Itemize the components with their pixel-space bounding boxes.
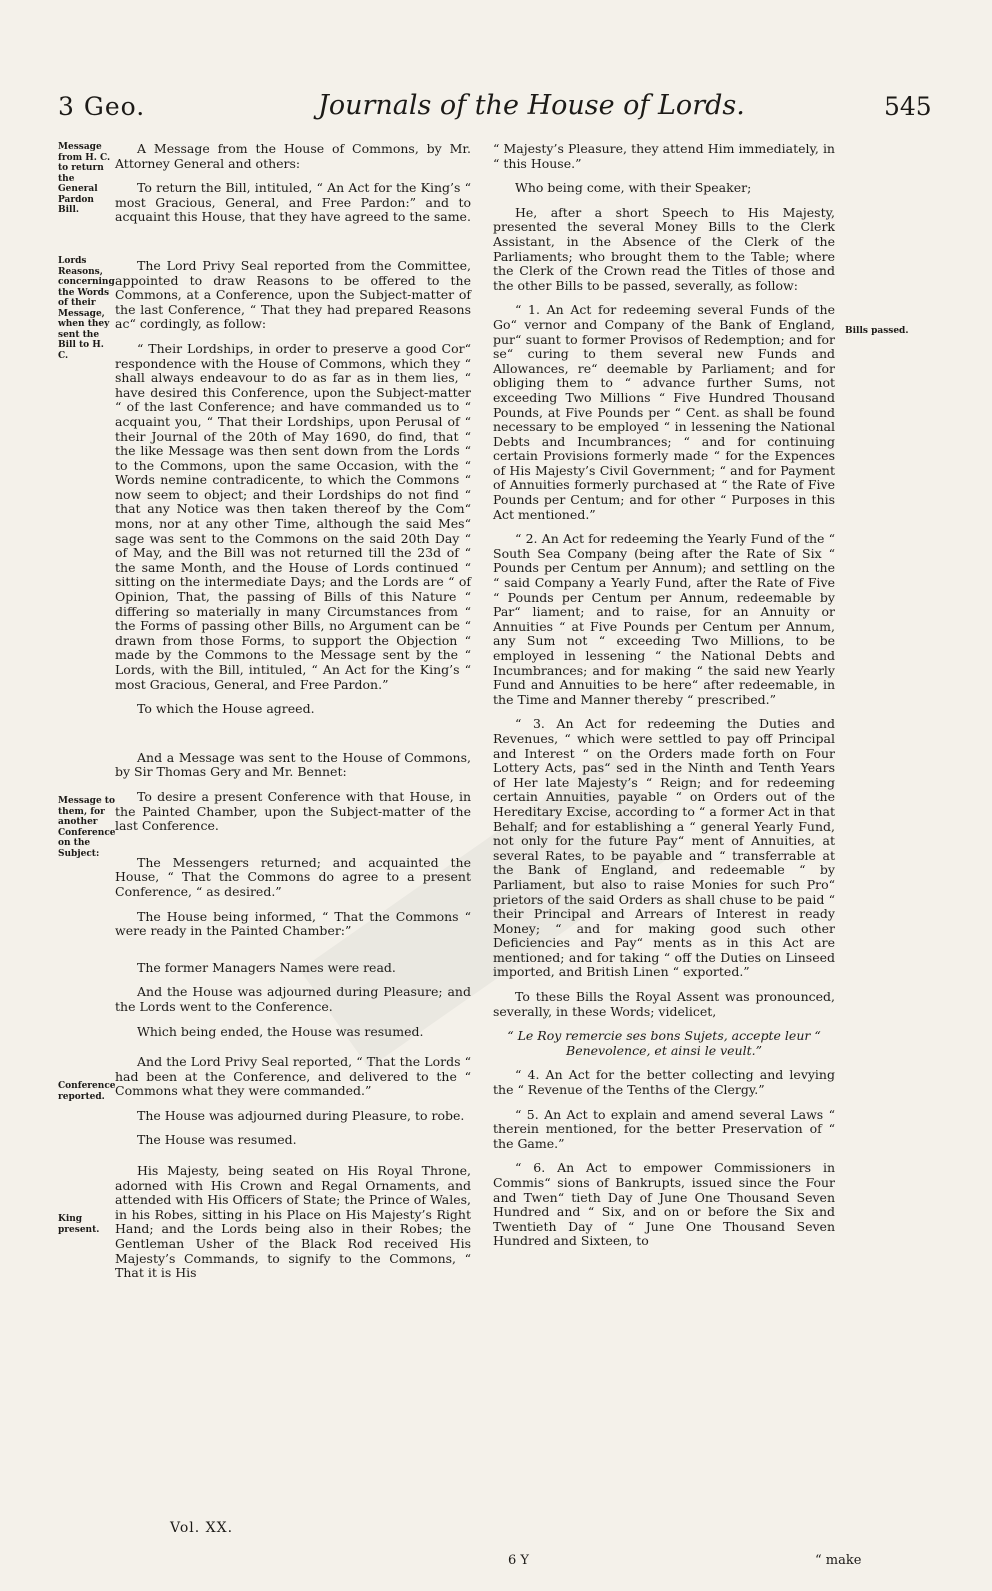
- margin-note: King present.: [58, 1214, 100, 1235]
- paragraph: To return the Bill, intituled, “ An Act for the King’s “ most Gracious, General, and Free Pardon:” and to acquaint this House, that they have agreed to the same.: [115, 180, 471, 225]
- page-number: 545: [884, 92, 932, 121]
- paragraph: And a Message was sent to the House of Commons, by Sir Thomas Gery and Mr. Bennet:: [115, 749, 471, 780]
- bill-entry: “ 2. An Act for redeeming the Yearly Fund of the “ South Sea Company (being after the Rate of Six “ Pounds per Centum per Annum); and settling on the “ said Company a Yearly Fund, after the Rate of Five “ Pounds per Centum per Annum, redeemable by Par“ liament; and to raise, for an Annuity or Annuities “ at Five Pounds per Centum per Annum, any Sum not “ exceeding Two Millions, to be employed in lessening “ the National Debts and Incumbrances; and for making “ the said new Yearly Fund and Annuities to be here“ after redeemable, in the Time and Manner thereby “ prescribed.”: [493, 531, 835, 707]
- margin-note: Message from H. C. to return the General Pardon Bill.: [58, 142, 111, 215]
- paragraph: The Messengers returned; and acquainted the House, “ That the Commons do agree to a present Conference, “ as desired.”: [115, 854, 471, 899]
- paragraph: The House being informed, “ That the Commons “ were ready in the Painted Chamber:”: [115, 908, 471, 939]
- paragraph: To desire a present Conference with that House, in the Painted Chamber, upon the Subject-matter of the last Conference.: [115, 788, 471, 834]
- header-regnal-year: 3 Geo.: [58, 92, 146, 121]
- right-column: [493, 142, 835, 1259]
- royal-assent-formula: “ Le Roy remercie ses bons Sujets, accepte leur “ Benevolence, et ainsi le veult.”: [507, 1028, 821, 1058]
- bill-entry: “ 6. An Act to empower Commissioners in Commis“ sions of Bankrupts, issued since the Four and Twen“ tieth Day of June One Thousand Seven Hundred and “ Six, and on or before the Six and Twentieth Day of “ June One Thousand Seven Hundred and Sixteen, to: [493, 1160, 835, 1249]
- bill-entry: “ 5. An Act to explain and amend several Laws “ therein mentioned, for the better Preservation of “ the Game.”: [493, 1106, 835, 1151]
- bill-entry: “ 4. An Act for the better collecting and levying the “ Revenue of the Tenths of the Clergy.”: [493, 1067, 835, 1098]
- margin-note: Conference reported.: [58, 1081, 116, 1102]
- bill-entry: “ 3. An Act for redeeming the Duties and Revenues, “ which were settled to pay off Principal and Interest “ on the Orders made forth on Four Lottery Acts, pas“ sed in the Ninth and Tenth Years of Her late Majesty’s “ Reign; and for redeeming certain Annuities, payable “ on Orders out of the Hereditary Excise, according to “ a former Act in that Behalf; and for establishing a “ general Yearly Fund, not only for the future Pay“ ment of Annuities, at several Rates, to be payable and “ transferrable at the Bank of England, and redeemable “ by Parliament, but also to raise Monies for such Pro“ prietors of the said Orders as shall chuse to be paid “ their Principal and Arrears of Interest in ready Money; “ and for making good such other Deficiencies and Pay“ ments as in this Act are mentioned; and for taking “ off the Duties on Linseed imported, and British Linen “ exported.”: [493, 716, 835, 980]
- paragraph: To which the House agreed.: [137, 701, 315, 717]
- paragraph: A Message from the House of Commons, by Mr. Attorney General and others:: [115, 141, 471, 171]
- paragraph: And the Lord Privy Seal reported, “ That the Lords “ had been at the Conference, and delivered to the “ Commons what they were commanded.”: [115, 1054, 471, 1099]
- paragraph: Which being ended, the House was resumed.: [137, 1023, 424, 1039]
- bill-entry: “ 1. An Act for redeeming several Funds of the Go“ vernor and Company of the Bank of England, pur“ suant to former Provisos of Redemption; and for se“ curing to them several new Funds and Allowances, re“ deemable by Parliament; and for obliging them to “ advance further Sums, not exceeding Two Millions “ Five Hundred Thousand Pounds, at Five Pounds per “ Cent. as shall be found necessary to be employed “ in lessening the National Debts and Incumbrances; “ and for continuing certain Provisions formerly made “ for the Expences of His Majesty’s Civil Government; “ and for Payment of Annuities formerly purchased at “ the Rate of Five Pounds per Centum; and for other “ Purposes in this Act mentioned.”: [493, 302, 835, 522]
- left-column: [115, 142, 471, 1291]
- paragraph: The Lord Privy Seal reported from the Committee, appointed to draw Reasons to be offered to the Commons, at a Conference, upon the Subject-matter of the last Conference, “ That they had prepared Reasons ac“ cordingly, as follow:: [115, 257, 471, 332]
- signature-mark: 6 Y: [508, 1553, 529, 1568]
- paragraph: To these Bills the Royal Assent was pronounced, severally, in these Words; videlicet,: [493, 989, 835, 1019]
- margin-note: Bills passed.: [845, 326, 909, 336]
- paragraph: The former Managers Names were read.: [137, 959, 396, 975]
- catchword: “ make: [815, 1553, 862, 1568]
- paragraph: “ Majesty’s Pleasure, they attend Him immediately, in “ this House.”: [493, 141, 835, 171]
- margin-note: Lords Reasons, concerning the Words of their Message, when they sent the Bill to H. C.: [58, 256, 115, 361]
- header-title: Journals of the House of Lords.: [318, 90, 745, 121]
- paragraph: His Majesty, being seated on His Royal Throne, adorned with His Crown and Regal Ornaments, and attended with His Officers of State; the Prince of Wales, in his Robes, sitting in his Place on His Majesty’s Right Hand; and the Lords being also in their Robes; the Gentleman Usher of the Black Rod received His Majesty’s Commands, to signify to the Commons, “ That it is His: [115, 1163, 471, 1281]
- paragraph: And the House was adjourned during Pleasure; and the Lords went to the Conference.: [115, 984, 471, 1014]
- paragraph: The House was resumed.: [137, 1132, 297, 1148]
- paragraph: Who being come, with their Speaker;: [515, 180, 752, 196]
- quoted-reasons: “ Their Lordships, in order to preserve a good Cor“ respondence with the House of Commons, which they “ shall always endeavour to do as far as in them lies, “ have desired this Conference, upon the Subject-matter “ of the last Conference; and have commanded us to “ acquaint you, “ That their Lordships, upon Perusal of “ their Journal of the 20th of May 1690, do find, that “ the like Message was then sent down from the Lords “ to the Commons, upon the same Occasion, with the “ Words nemine contradicente, to which the Commons “ now seem to object; and their Lordships do not find “ that any Notice was then taken thereof by the Com“ mons, nor at any other Time, although the said Mes“ sage was sent to the Commons on the said 20th Day “ of May, and the Bill was not returned till the 23d of “ the same Month, and the House of Lords continued “ sitting on the intermediate Days; and the Lords are “ of Opinion, That, the passing of Bills of this Nature “ differing so materially in many Circumstances from “ the Forms of passing other Bills, no Argument can be “ drawn from those Forms, to support the Objection “ made by the Commons to the Message sent by the “ Lords, with the Bill, intituled, “ An Act for the King’s “ most Gracious, General, and Free Pardon.”: [115, 340, 471, 692]
- margin-note: Message to them, for another Conference on the Subject:: [58, 796, 116, 859]
- paragraph: He, after a short Speech to His Majesty, presented the several Money Bills to the Clerk Assistant, in the Absence of the Clerk of the Parliaments; who brought them to the Table; where the Clerk of the Crown read the Titles of those and the other Bills to be passed, severally, as follow:: [493, 204, 835, 293]
- paragraph: The House was adjourned during Pleasure, to robe.: [137, 1107, 465, 1123]
- volume-label: Vol. XX.: [170, 1520, 234, 1536]
